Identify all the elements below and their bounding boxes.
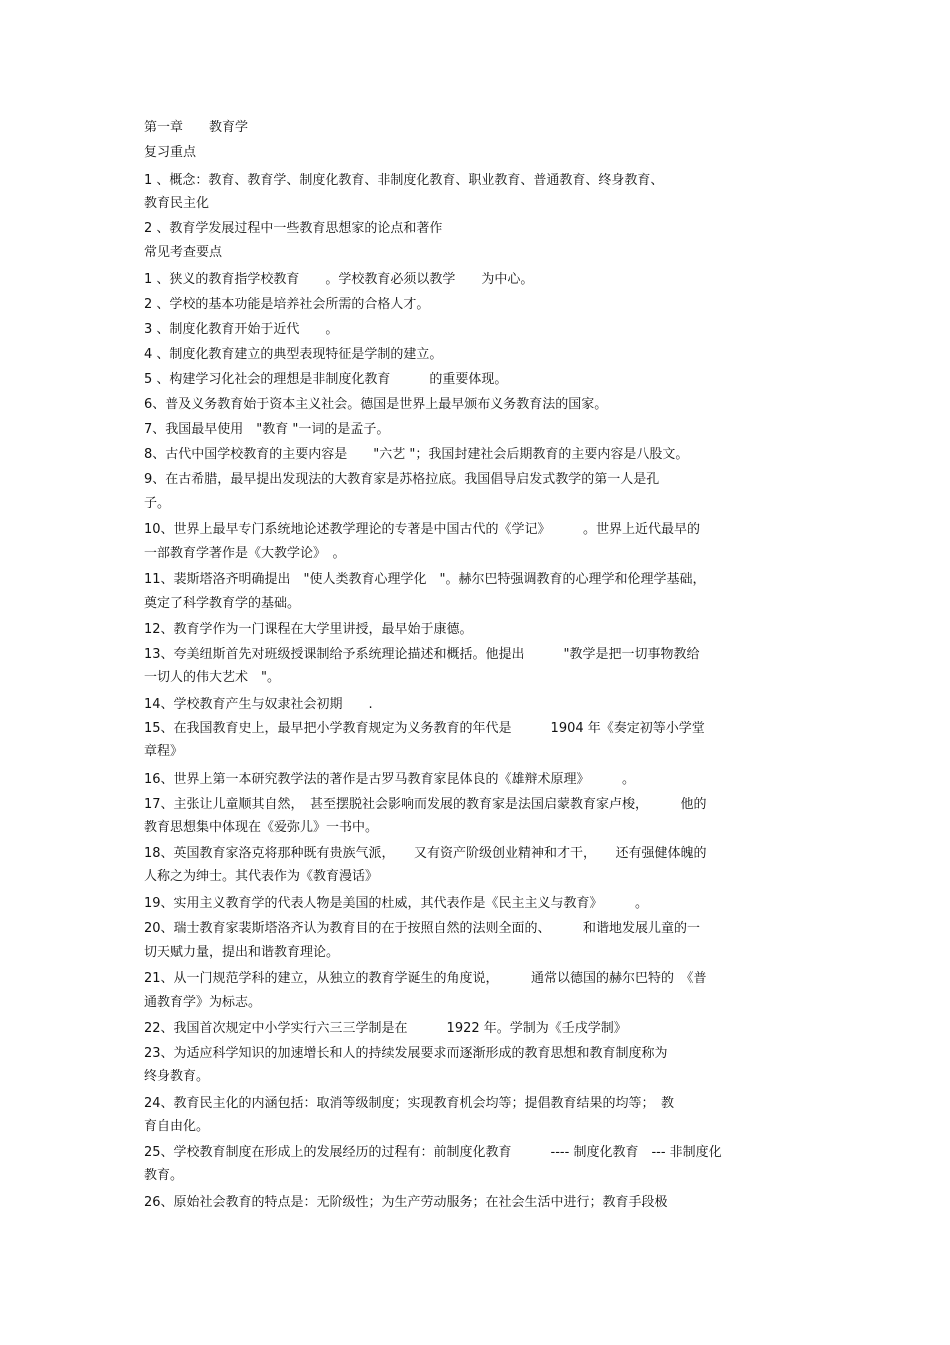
text-line: 8、古代中国学校教育的主要内容是 "六艺 "；我国封建社会后期教育的主要内容是八股文。	[144, 447, 689, 462]
text-line: 9、在古希腊，最早提出发现法的大教育家是苏格拉底。我国倡导启发式教学的第一人是孔	[144, 472, 660, 487]
text-line: 17、主张让儿童顺其自然， 甚至摆脱社会影响而发展的教育家是法国启蒙教育家卢梭， 他的	[144, 797, 707, 812]
text-line: 19、实用主义教育学的代表人物是美国的杜威，其代表作是《民主主义与教育》 。	[144, 896, 649, 911]
text-line: 25、学校教育制度在形成上的发展经历的过程有：前制度化教育 ---- 制度化教育 --- 非制度化	[144, 1145, 722, 1160]
text-line: 1 、狭义的教育指学校教育 。学校教育必须以教学 为中心。	[144, 272, 534, 287]
text-line: 教育民主化	[144, 196, 210, 211]
text-line: 7、我国最早使用 "教育 "一词的是孟子。	[144, 422, 390, 437]
text-line: 13、夸美纽斯首先对班级授课制给予系统理论描述和概括。他提出 "教学是把一切事物教给	[144, 647, 700, 662]
text-line: 1 、概念：教育、教育学、制度化教育、非制度化教育、职业教育、普通教育、终身教育、	[144, 173, 664, 188]
text-line: 11、裴斯塔洛齐明确提出 "使人类教育心理学化 "。赫尔巴特强调教育的心理学和伦理学基础，	[144, 572, 706, 587]
text-line: 一部教育学著作是《大教学论》 。	[144, 546, 346, 561]
section-heading-review: 复习重点	[144, 145, 197, 160]
section-heading-points: 常见考查要点	[144, 245, 223, 260]
text-line: 育自由化。	[144, 1119, 210, 1134]
text-line: 4 、制度化教育建立的典型表现特征是学制的建立。	[144, 347, 443, 362]
text-line: 12、教育学作为一门课程在大学里讲授，最早始于康德。	[144, 622, 473, 637]
text-line: 14、学校教育产生与奴隶社会初期 .	[144, 697, 373, 712]
text-line: 15、在我国教育史上，最早把小学教育规定为义务教育的年代是 1904 年《奏定初等小学堂	[144, 721, 705, 736]
text-line: 26、原始社会教育的特点是：无阶级性；为生产劳动服务；在社会生活中进行；教育手段极	[144, 1195, 668, 1210]
text-line: 10、世界上最早专门系统地论述教学理论的专著是中国古代的《学记》 。世界上近代最早的	[144, 522, 701, 537]
text-line: 章程》	[144, 744, 184, 759]
text-line: 切天赋力量，提出和谐教育理论。	[144, 945, 340, 960]
text-line: 教育。	[144, 1168, 184, 1183]
text-line: 20、瑞士教育家裴斯塔洛齐认为教育目的在于按照自然的法则全面的、 和谐地发展儿童的一	[144, 921, 701, 936]
text-line: 终身教育。	[144, 1069, 210, 1084]
text-line: 子。	[144, 496, 171, 511]
text-line: 16、世界上第一本研究教学法的著作是古罗马教育家昆体良的《雄辩术原理》 。	[144, 772, 636, 787]
text-line: 24、教育民主化的内涵包括：取消等级制度；实现教育机会均等；提倡教育结果的均等； 教	[144, 1096, 675, 1111]
text-line: 2 、学校的基本功能是培养社会所需的合格人才。	[144, 297, 430, 312]
text-line: 3 、制度化教育开始于近代 。	[144, 322, 339, 337]
text-line: 23、为适应科学知识的加速增长和人的持续发展要求而逐渐形成的教育思想和教育制度称为	[144, 1046, 668, 1061]
text-line: 教育思想集中体现在《爱弥儿》一书中。	[144, 820, 379, 835]
text-line: 6、普及义务教育始于资本主义社会。德国是世界上最早颁布义务教育法的国家。	[144, 397, 608, 412]
text-line: 2 、教育学发展过程中一些教育思想家的论点和著作	[144, 221, 443, 236]
text-line: 18、英国教育家洛克将那种既有贵族气派， 又有资产阶级创业精神和才干， 还有强健体魄的	[144, 846, 707, 861]
text-line: 一切人的伟大艺术 "。	[144, 670, 280, 685]
chapter-title: 第一章 教育学	[144, 120, 249, 135]
text-line: 21、从一门规范学科的建立，从独立的教育学诞生的角度说， 通常以德国的赫尔巴特的 《普	[144, 971, 707, 986]
text-line: 人称之为绅士。其代表作为《教育漫话》	[144, 869, 379, 884]
text-line: 5 、构建学习化社会的理想是非制度化教育 的重要体现。	[144, 372, 508, 387]
text-line: 奠定了科学教育学的基础。	[144, 596, 301, 611]
text-line: 通教育学》为标志。	[144, 995, 262, 1010]
text-line: 22、我国首次规定中小学实行六三三学制是在 1922 年。学制为《壬戌学制》	[144, 1021, 627, 1036]
